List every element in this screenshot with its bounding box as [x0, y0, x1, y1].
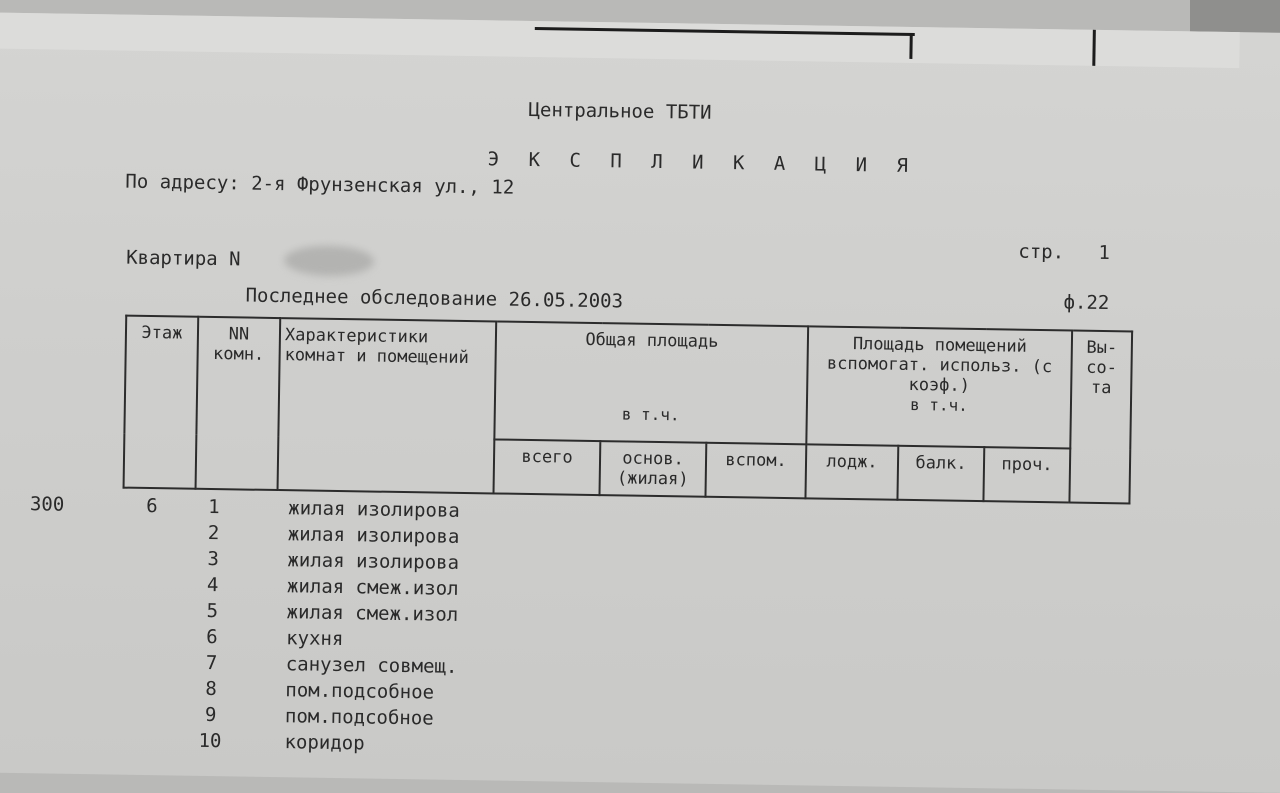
col-aux: вспом. — [705, 443, 806, 499]
col-main: основ. (жилая) — [599, 441, 706, 497]
cell-name: жилая изолирова — [287, 549, 459, 574]
incl2-label: в т.ч. — [812, 393, 1066, 416]
cell-name: жилая изолирова — [288, 497, 460, 522]
incl-label: в т.ч. — [500, 403, 802, 427]
cell-name: кухня — [286, 627, 344, 650]
cell-name: санузел совмещ. — [286, 653, 458, 678]
cell-height: 300 — [30, 493, 65, 516]
cell-n: 2 — [208, 522, 220, 544]
col-loggia: лодж. — [805, 444, 898, 499]
page-number: стр. 1 — [1018, 241, 1110, 264]
cell-n: 3 — [207, 548, 219, 570]
document-sheet — [0, 12, 1280, 793]
sheet-edge-line — [909, 35, 912, 59]
sheet-edge-line — [1092, 30, 1096, 66]
org-name: Центральное ТБТИ — [528, 99, 711, 124]
col-room-no: NN комн. — [196, 317, 281, 490]
col-aux-area — [806, 326, 1072, 448]
cell-n: 5 — [206, 600, 218, 622]
cell-n: 10 — [198, 730, 221, 752]
cell-n: 7 — [206, 652, 218, 674]
cell-n: 6 — [206, 626, 218, 648]
col-floor: Этаж — [124, 316, 199, 489]
redacted-apartment-number — [284, 245, 374, 276]
apartment-label: Квартира N — [126, 247, 241, 271]
address-line: По адресу: 2-я Фрунзенская ул., 12 — [125, 171, 514, 199]
cell-floor: 6 — [146, 495, 158, 517]
explication-table-header — [123, 315, 1134, 505]
explication-rows — [118, 495, 122, 755]
col-balcony: балк. — [897, 446, 984, 501]
cell-name: жилая изолирова — [288, 523, 460, 548]
top-sheet-edge — [0, 12, 1240, 68]
col-height: Вы- со- та — [1069, 331, 1132, 504]
col-all: всего — [494, 439, 601, 495]
last-survey-line: Последнее обследование 26.05.2003 — [245, 285, 623, 313]
cell-name: пом.подсобное — [285, 679, 434, 703]
cell-n: 4 — [207, 574, 219, 596]
col-total-area — [494, 321, 808, 444]
col-other: проч. — [983, 447, 1070, 502]
cell-name: пом.подсобное — [285, 705, 434, 729]
col-characteristics: Характеристики комнат и помещений — [278, 318, 497, 493]
cell-n: 9 — [205, 704, 217, 726]
document-title: Э К С П Л И К А Ц И Я — [488, 148, 918, 177]
aux-area-label: Площадь помещений вспомогат. использ. (с коэф.) — [812, 333, 1067, 397]
sheet-edge-line — [535, 27, 915, 36]
cell-name: жилая смеж.изол — [287, 575, 459, 600]
cell-n: 8 — [205, 678, 217, 700]
form-number: ф.22 — [1063, 291, 1109, 314]
cell-n: 1 — [208, 496, 220, 518]
cell-name: жилая смеж.изол — [286, 601, 458, 626]
total-area-label: Общая площадь — [501, 329, 803, 354]
cell-name: коридор — [284, 731, 364, 754]
